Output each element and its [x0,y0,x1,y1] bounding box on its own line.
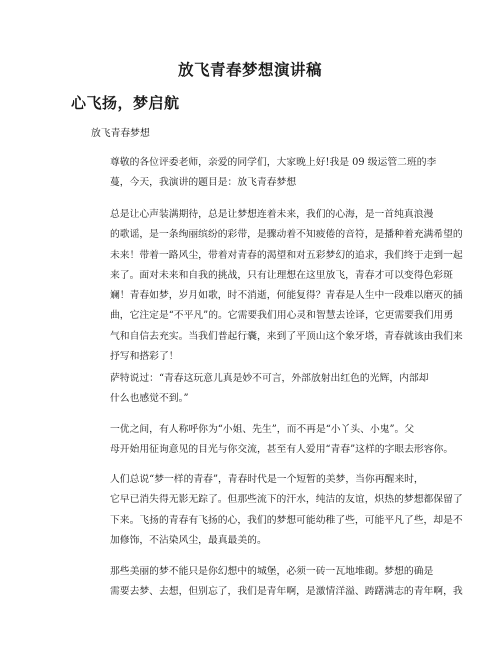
heading-line-text: 放飞青春梦想 [91,128,150,139]
paragraph-line: 来了。面对未来和自我的挑战，只有让理想在这里放飞，青春才可以变得色彩斑 [110,269,453,281]
paragraph-dreams [91,205,463,367]
heading-line [91,124,440,144]
paragraph-line: 萨特说过：“青春这玩意儿真是妙不可言，外部放射出红色的光辉，内部却 [110,373,429,384]
paragraph-greeting [91,153,440,194]
paragraph-line: 人们总说“梦一样的青春”，青春时代是一个短暂的美梦，当你再醒来时， [110,474,424,485]
paragraph-line: 什么也感觉不到。” [110,393,189,405]
paragraph-line: 抒写和搭彩了！ [110,351,179,363]
paragraph-line: 斓！青春如梦，岁月如歌，时不消逝，何能复得？青春是人生中一段难以磨灭的插 [110,290,463,302]
paragraph-line: 总是让心声装满期待，总是让梦想连着未来，我们的心海，是一首纯真浪漫 [110,209,434,220]
paragraph-dream-like-youth [91,470,463,551]
paragraph-line: 未来！带着一路风尘，带着对青春的渴望和对五彩梦幻的追求，我们终于走到一起 [110,249,463,261]
paragraph-sartre-quote [91,369,440,410]
paragraph-line: 需要去梦、去想，但别忘了，我们是青年啊，是激情洋溢、踌躇满志的青年啊，我 [110,586,463,598]
paragraph-line: 蔓，今天，我演讲的题目是：放飞青春梦想 [110,177,297,189]
paragraph-castle [91,562,463,603]
document-subtitle: 心飞扬，梦启航 [71,94,180,112]
paragraph-line: 的歌谣，是一条绚丽缤纷的彩带，是骤动着不知疲倦的音符，是播种着充满希望的 [110,229,463,241]
paragraph-line: 一优之间，有人称呼你为“小姐、先生”，而不再是“小丫头、小鬼”。父 [110,424,415,435]
paragraph-line: 那些美丽的梦不能只是你幻想中的城堡，必须一砖一瓦地堆砌。梦想的确是 [110,566,434,577]
paragraph-line: 它早已消失得无影无踪了。但那些流下的汗水，纯洁的友谊，炽热的梦想都保留了 [110,494,463,506]
paragraph-line: 曲，它注定是“不平凡”的。它需要我们用心灵和智慧去诠译，它更需要我们用勇 [110,310,454,322]
paragraph-line: 加修饰，不沾染风尘，最真最美的。 [110,534,267,546]
paragraph-line: 下来。飞扬的青春有飞扬的心，我们的梦想可能幼稚了些，可能平凡了些，却是不 [110,514,463,526]
paragraph-line: 气和自信去充实。当我们普起行囊，来到了平顶山这个象牙塔，青春就该由我们来 [110,330,463,342]
paragraph-line: 母开始用征询意见的目光与你交流，甚至有人爱用“青春”这样的字眼去形容你。 [110,444,454,456]
paragraph-growing-up [91,420,454,461]
document-title: 放飞青春梦想演讲稿 [177,60,322,79]
paragraph-line: 尊敬的各位评委老师，亲爱的同学们，大家晚上好!我是 09 级运管二班的李 [110,157,437,168]
